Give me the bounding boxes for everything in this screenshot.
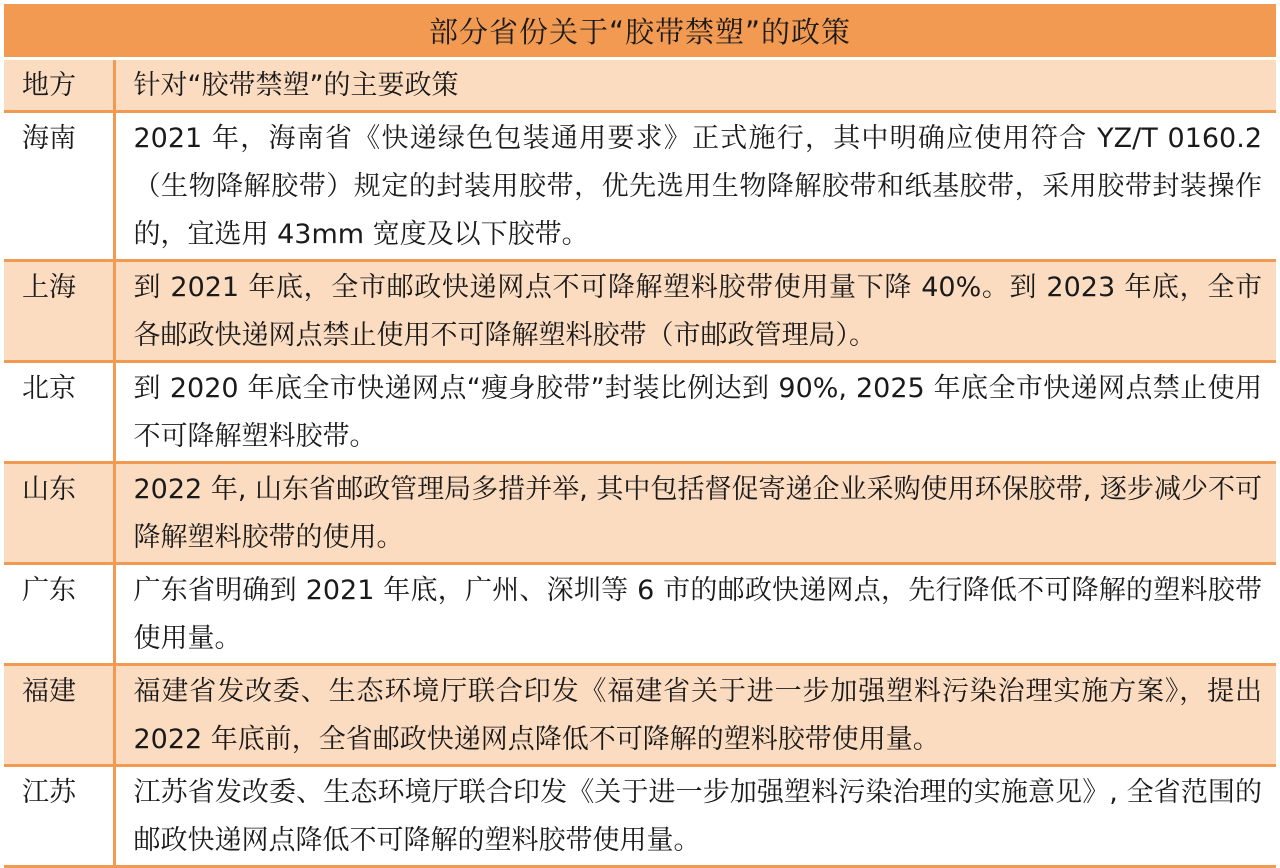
row-region: 上海: [4, 261, 114, 362]
table-row: [4, 766, 1276, 867]
row-region: 北京: [4, 362, 114, 463]
policy-table-container: [4, 4, 1276, 856]
header-policy: 针对“胶带禁塑”的主要政策: [114, 59, 1276, 112]
row-policy: 到 2020 年底全市快递网点“瘦身胶带”封装比例达到 90%, 2025 年底全市快递网点禁止使用不可降解塑料胶带。: [114, 362, 1276, 463]
table-title: 部分省份关于“胶带禁塑”的政策: [4, 4, 1276, 59]
row-policy: 江苏省发改委、生态环境厅联合印发《关于进一步加强塑料污染治理的实施意见》, 全省范围的邮政快递网点降低不可降解的塑料胶带使用量。: [114, 766, 1276, 867]
row-policy: 福建省发改委、生态环境厅联合印发《福建省关于进一步加强塑料污染治理实施方案》，提出 2022 年底前，全省邮政快递网点降低不可降解的塑料胶带使用量。: [114, 665, 1276, 766]
table-row: [4, 261, 1276, 362]
policy-table: [4, 4, 1276, 868]
table-row: [4, 564, 1276, 665]
table-row: [4, 665, 1276, 766]
table-row: [4, 112, 1276, 261]
table-row: [4, 362, 1276, 463]
row-policy: 广东省明确到 2021 年底，广州、深圳等 6 市的邮政快递网点，先行降低不可降解的塑料胶带使用量。: [114, 564, 1276, 665]
row-region: 海南: [4, 112, 114, 261]
table-header-row: [4, 59, 1276, 112]
table-row: [4, 463, 1276, 564]
row-policy: 到 2021 年底，全市邮政快递网点不可降解塑料胶带使用量下降 40%。到 2023 年底，全市各邮政快递网点禁止使用不可降解塑料胶带（市邮政管理局）。: [114, 261, 1276, 362]
row-region: 福建: [4, 665, 114, 766]
row-region: 山东: [4, 463, 114, 564]
row-region: 江苏: [4, 766, 114, 867]
row-policy: 2022 年, 山东省邮政管理局多措并举, 其中包括督促寄递企业采购使用环保胶带, 逐步减少不可降解塑料胶带的使用。: [114, 463, 1276, 564]
header-region: 地方: [4, 59, 114, 112]
row-policy: 2021 年，海南省《快递绿色包装通用要求》正式施行，其中明确应使用符合 YZ/T 0160.2（生物降解胶带）规定的封装用胶带，优先选用生物降解胶带和纸基胶带，采用胶带封装操作的，宜选用 43mm 宽度及以下胶带。: [114, 112, 1276, 261]
table-title-row: [4, 4, 1276, 59]
row-region: 广东: [4, 564, 114, 665]
